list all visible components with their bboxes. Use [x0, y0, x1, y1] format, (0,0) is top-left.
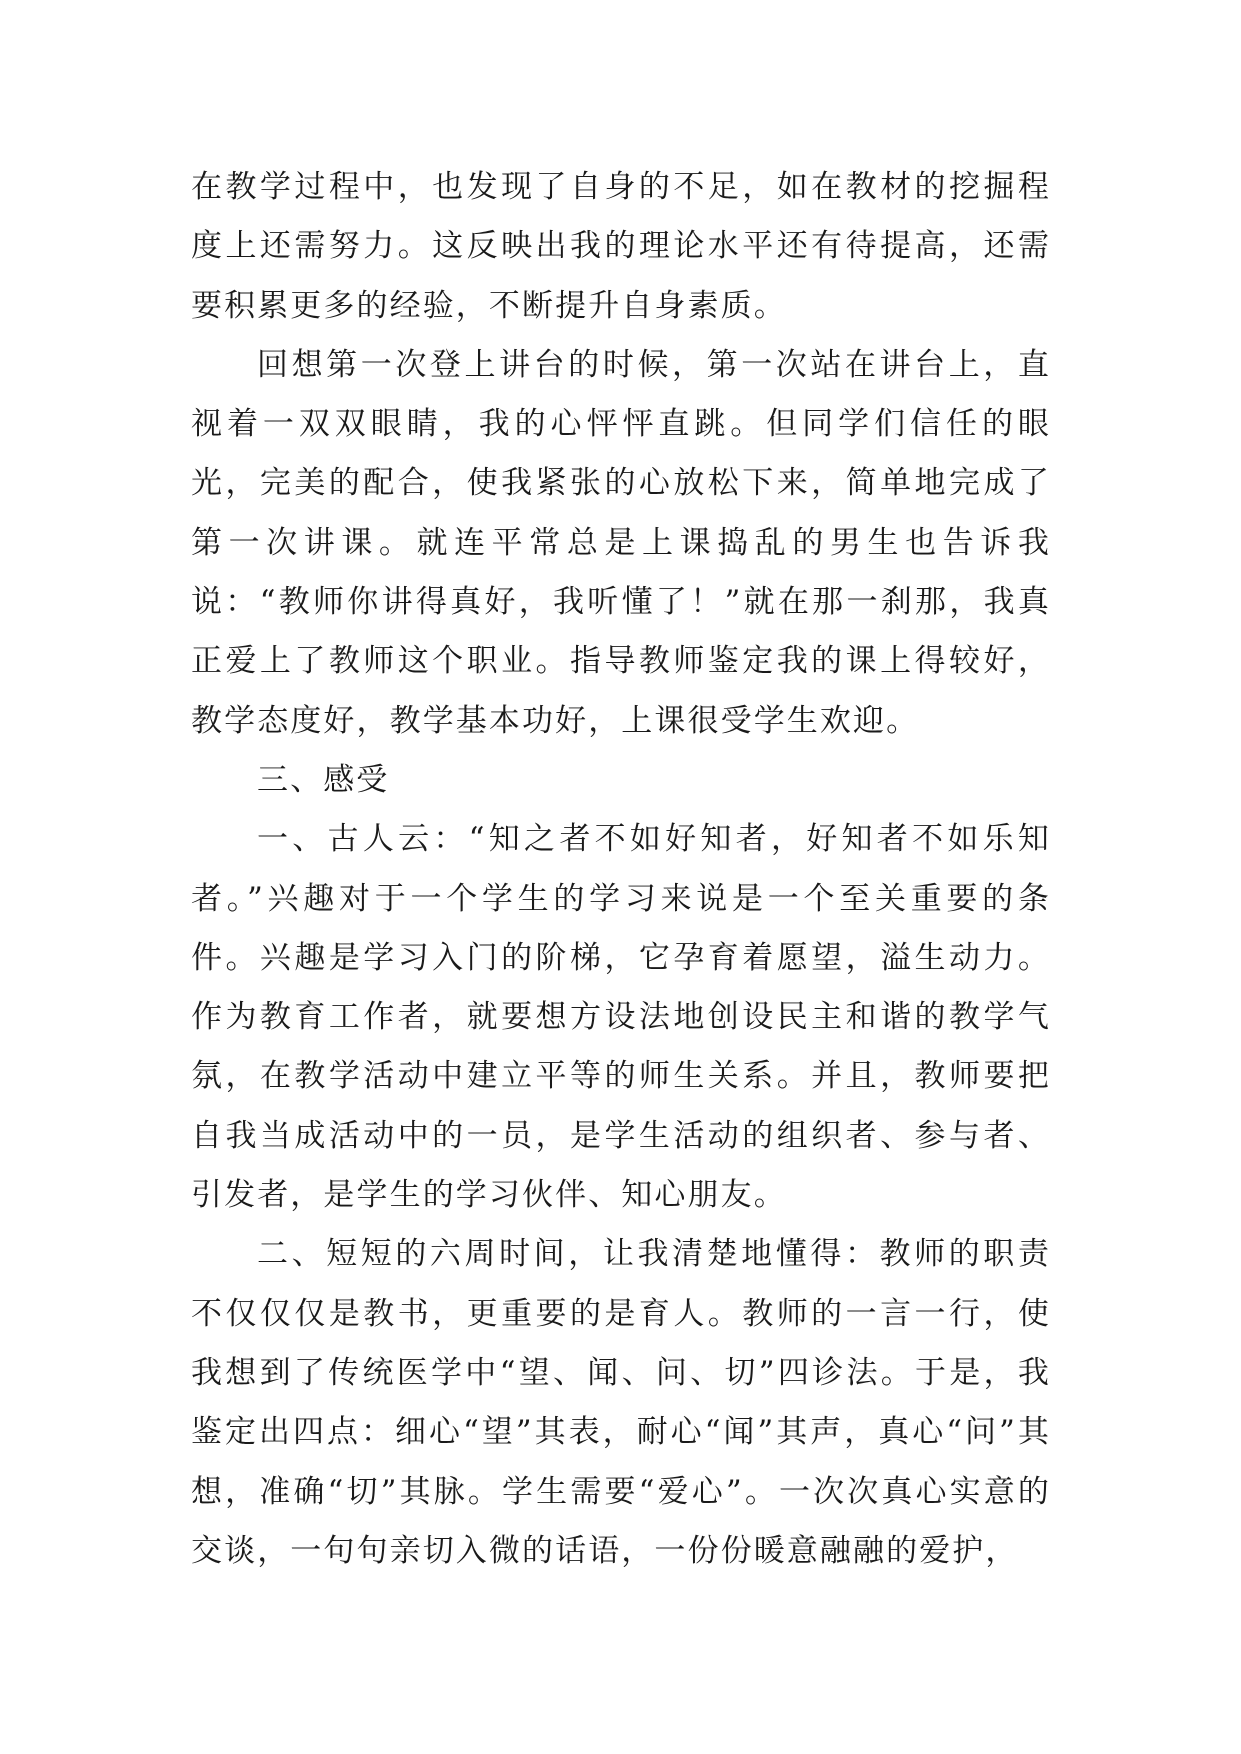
section-heading-feelings: 三、感受: [257, 761, 390, 798]
paragraph-six-weeks: 二、短短的六周时间，让我清楚地懂得：教师的职责不仅仅仅是教书，更重要的是育人。教师的一言一行，使我想到了传统医学中“望、闻、问、切”四诊法。于是，我鉴定出四点：细心“望”其表，耐心“闻”其声，真心“问”其想，准确“切”其脉。学生需要“爱心”。一次次真心实意的交谈，一句句亲切入微的话语，一份份暖意融融的爱护，: [191, 1236, 1051, 1569]
paragraph-teaching-shortcomings: 在教学过程中，也发现了自身的不足，如在教材的挖掘程度上还需努力。这反映出我的理论水平还有待提高，还需要积累更多的经验，不断提升自身素质。: [191, 169, 1051, 324]
paragraph-interest: 一、古人云：“知之者不如好知者，好知者不如乐知者。”兴趣对于一个学生的学习来说是一个至关重要的条件。兴趣是学习入门的阶梯，它孕育着愿望，溢生动力。作为教育工作者，就要想方设法地创设民主和谐的教学气氛，在教学活动中建立平等的师生关系。并且，教师要把自我当成活动中的一员，是学生活动的组织者、参与者、引发者，是学生的学习伙伴、知心朋友。: [191, 821, 1051, 1214]
paragraph-first-lecture: 回想第一次登上讲台的时候，第一次站在讲台上，直视着一双双眼睛，我的心怦怦直跳。但同学们信任的眼光，完美的配合，使我紧张的心放松下来，简单地完成了第一次讲课。就连平常总是上课捣乱的男生也告诉我说：“教师你讲得真好，我听懂了！”就在那一刹那，我真正爱上了教师这个职业。指导教师鉴定我的课上得较好，教学态度好，教学基本功好，上课很受学生欢迎。: [191, 346, 1051, 739]
document-body: [191, 158, 1051, 1581]
